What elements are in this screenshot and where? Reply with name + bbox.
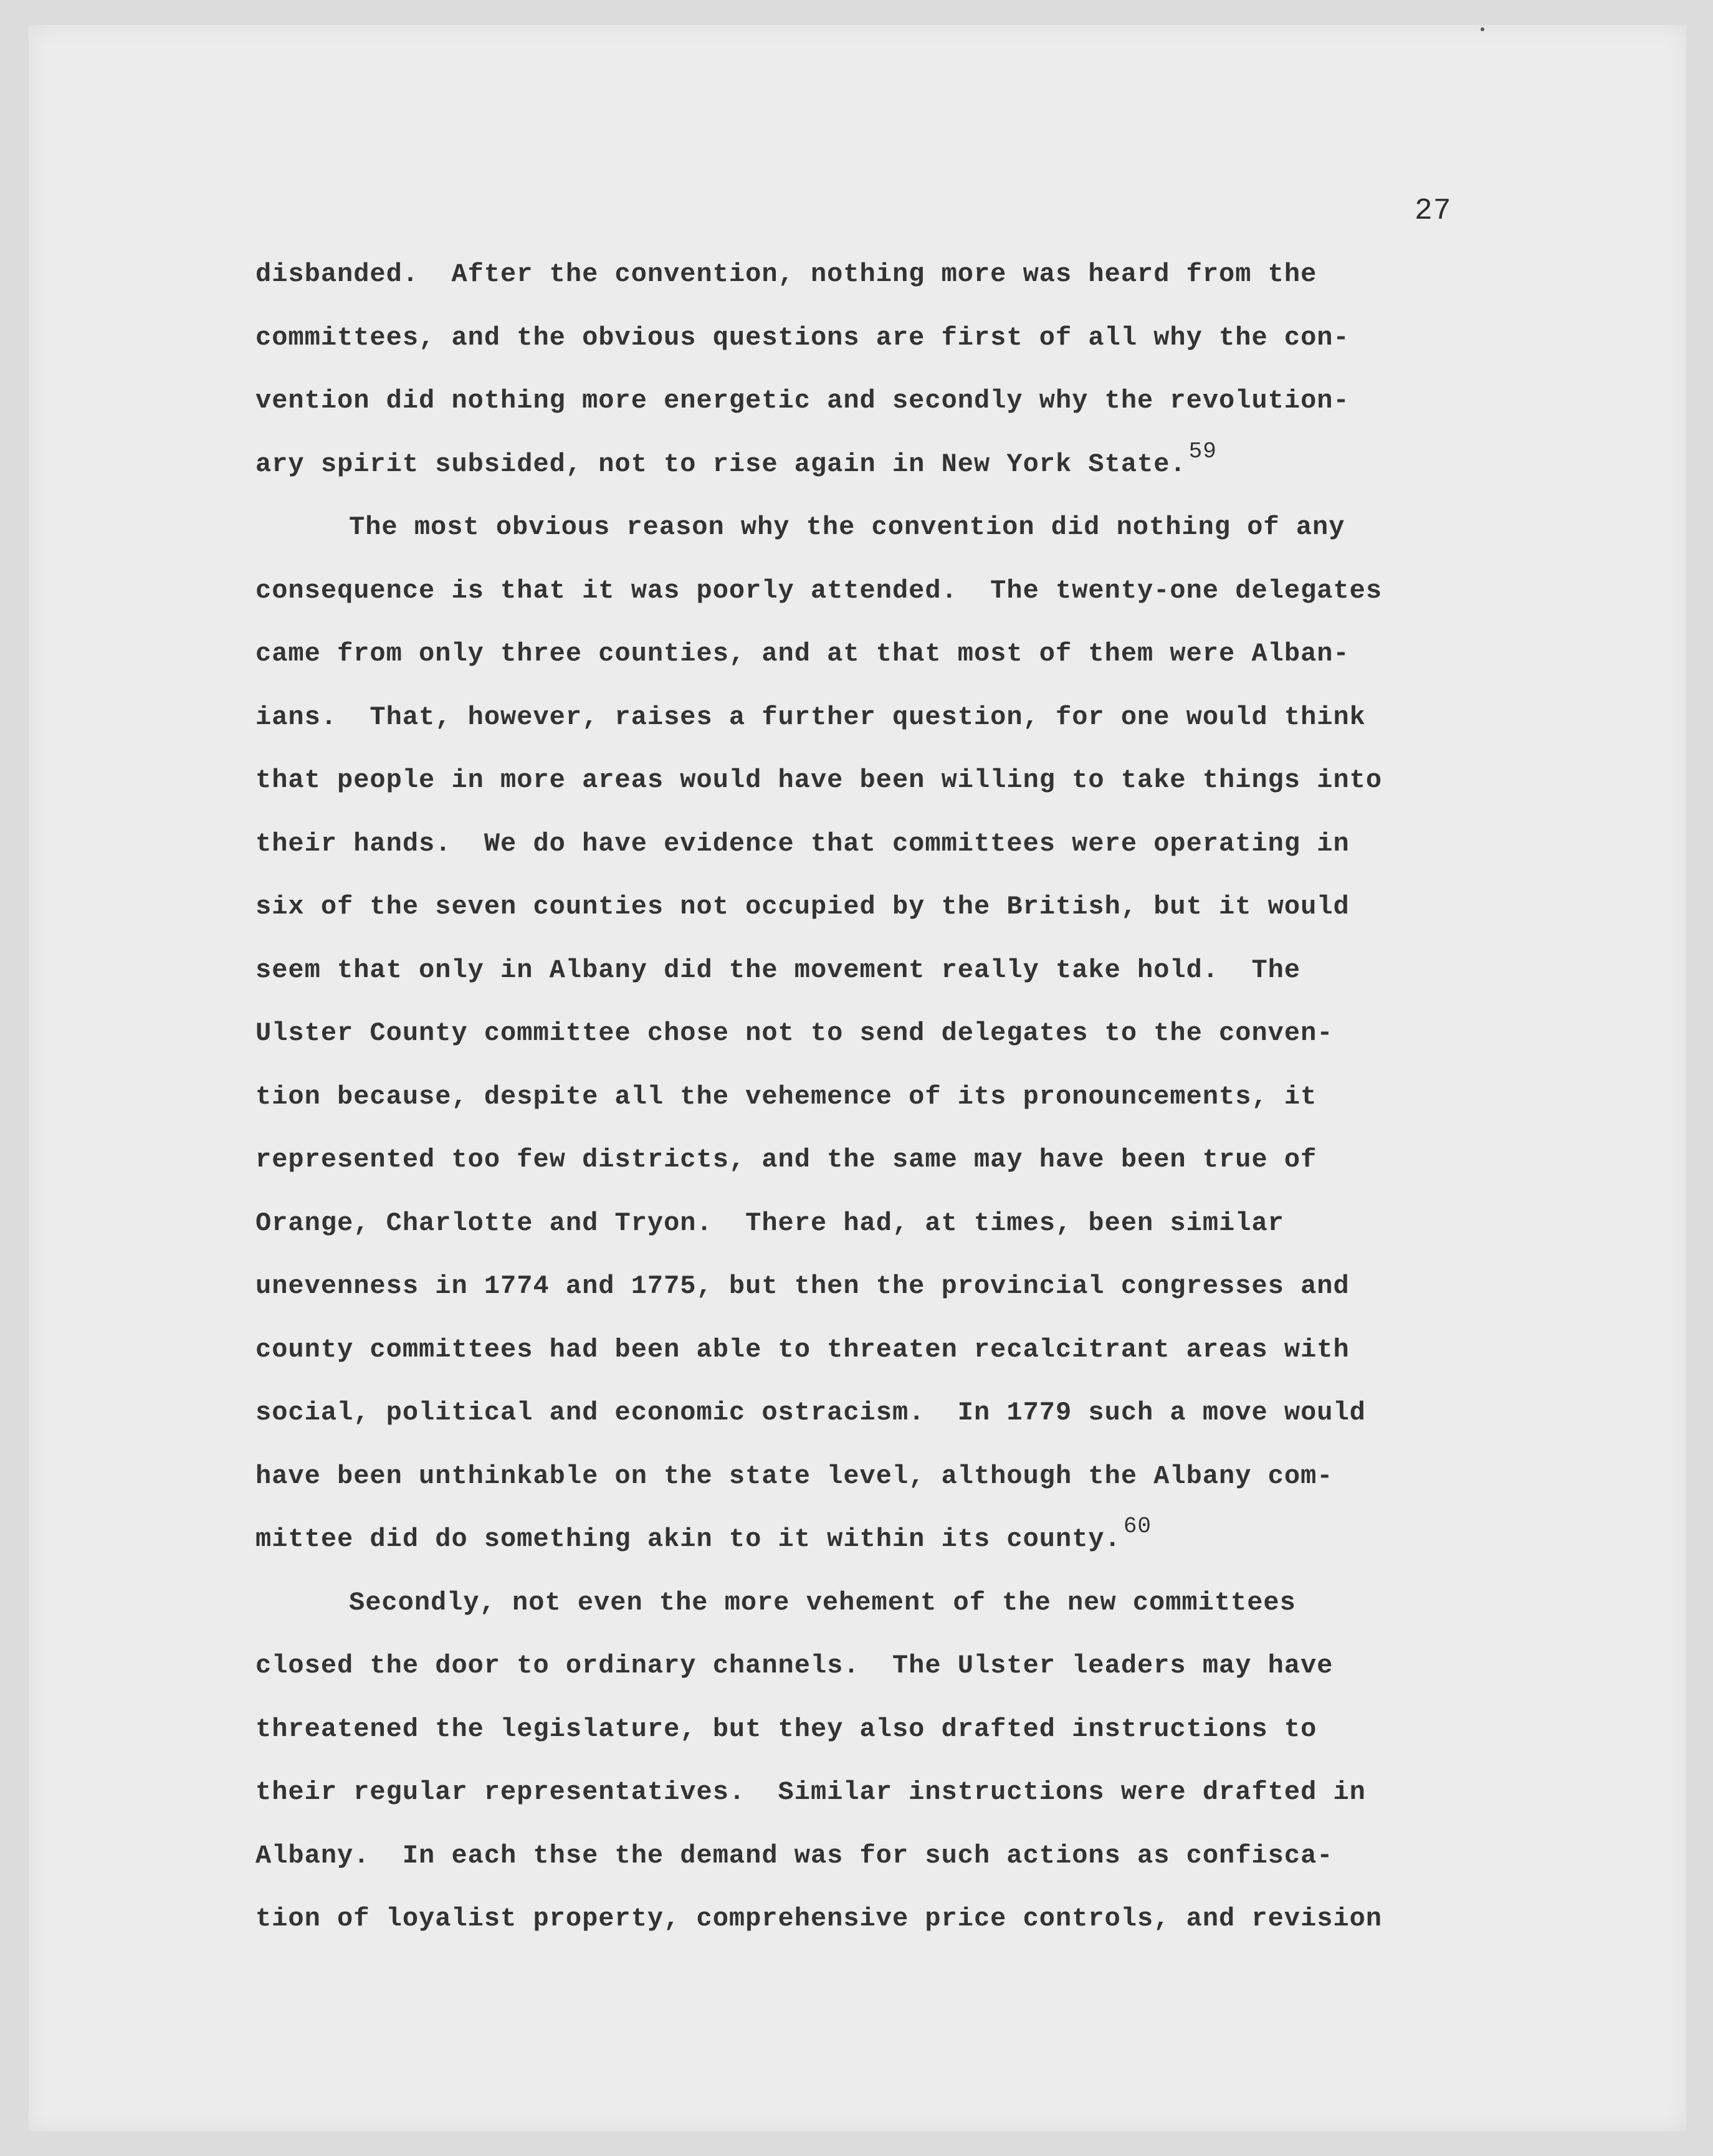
scan-speck <box>1481 27 1484 31</box>
footnote-marker: 60 <box>1123 1514 1152 1539</box>
text-line: came from only three counties, and at that most of them were Alban- <box>255 639 1350 669</box>
text-line: represented too few districts, and the same may have been true of <box>255 1145 1317 1175</box>
text-line <box>255 1514 1477 1584</box>
line-text: mittee did do something akin to it within its county. <box>255 1524 1121 1554</box>
text-line: their hands. We do have evidence that committees were operating in <box>255 828 1350 859</box>
body-text <box>255 255 1477 1963</box>
text-line: Ulster County committee chose not to send delegates to the conven- <box>255 1018 1334 1048</box>
text-line: closed the door to ordinary channels. The Ulster leaders may have <box>255 1651 1334 1681</box>
text-line: six of the seven counties not occupied by the British, but it would <box>255 892 1350 922</box>
text-line: social, political and economic ostracism. In 1779 such a move would <box>255 1398 1366 1428</box>
text-line: threatened the legislature, but they also drafted instructions to <box>255 1714 1317 1744</box>
text-line: unevenness in 1774 and 1775, but then the provincial congresses and <box>255 1271 1350 1301</box>
text-line: Secondly, not even the more vehement of the new committees <box>349 1587 1296 1618</box>
text-line: their regular representatives. Similar instructions were drafted in <box>255 1777 1366 1807</box>
text-line: disbanded. After the convention, nothing more was heard from the <box>255 259 1317 289</box>
text-line: consequence is that it was poorly attended. The twenty-one delegates <box>255 575 1383 606</box>
text-line: committees, and the obvious questions are first of all why the con- <box>255 322 1350 353</box>
text-line: seem that only in Albany did the movement really take hold. The <box>255 955 1301 985</box>
text-line: tion because, despite all the vehemence of its pronouncements, it <box>255 1081 1317 1112</box>
page-number: 27 <box>1415 194 1452 228</box>
line-text: ary spirit subsided, not to rise again in New York State. <box>255 449 1186 479</box>
text-line: ians. That, however, raises a further question, for one would think <box>255 702 1366 732</box>
footnote-marker: 59 <box>1188 438 1217 464</box>
text-line: The most obvious reason why the convention did nothing of any <box>349 512 1345 542</box>
text-line: Albany. In each thse the demand was for such actions as confisca- <box>255 1840 1334 1871</box>
text-line <box>255 438 1477 509</box>
text-line: county committees had been able to threaten recalcitrant areas with <box>255 1334 1350 1365</box>
text-line: that people in more areas would have been willing to take things into <box>255 765 1383 795</box>
text-line: have been unthinkable on the state level, although the Albany com- <box>255 1461 1334 1491</box>
text-line: vention did nothing more energetic and secondly why the revolution- <box>255 386 1350 416</box>
text-line: Orange, Charlotte and Tryon. There had, at times, been similar <box>255 1208 1284 1238</box>
text-line: tion of loyalist property, comprehensive price controls, and revision <box>255 1904 1383 1934</box>
